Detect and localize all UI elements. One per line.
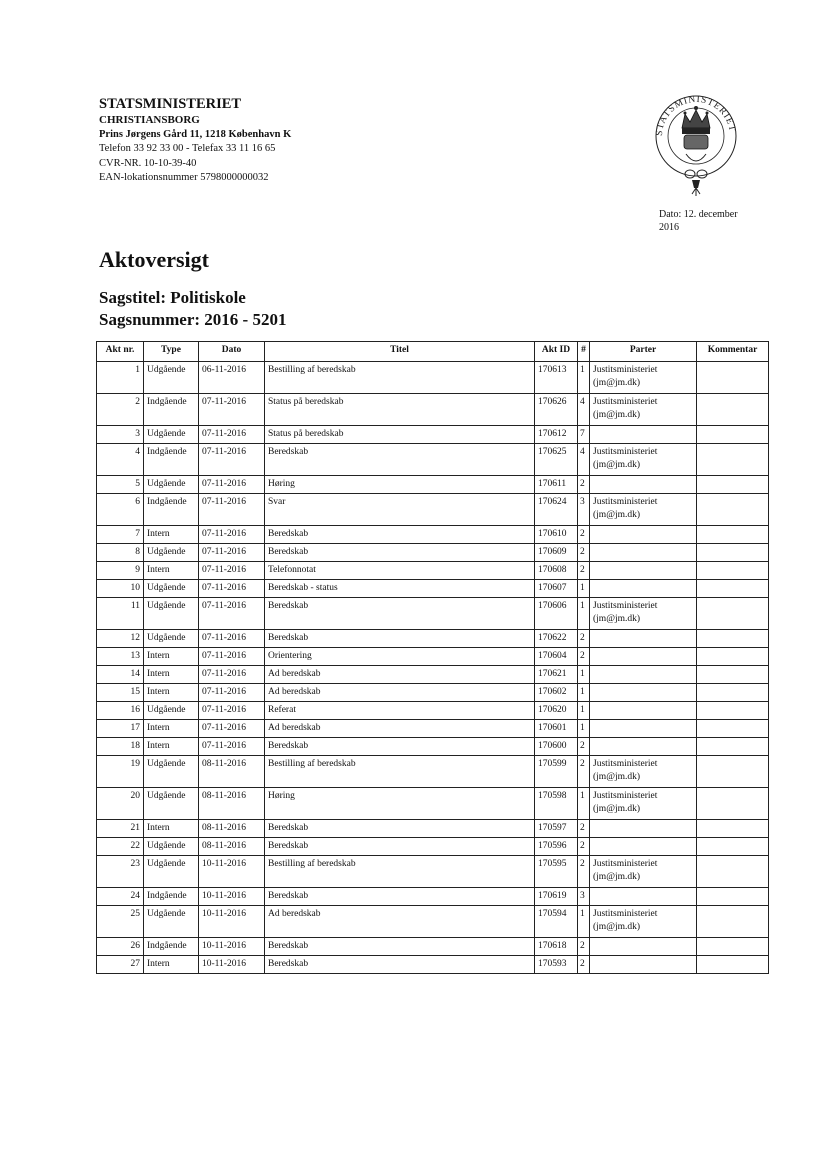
cell-akt-id: 170602: [535, 684, 578, 702]
org-subtitle: CHRISTIANSBORG: [99, 114, 200, 126]
cell-akt-nr: 2: [97, 394, 144, 426]
cell-date: 07-11-2016: [199, 544, 265, 562]
cell-date: 08-11-2016: [199, 838, 265, 856]
cell-date: 07-11-2016: [199, 394, 265, 426]
cell-akt-id: 170625: [535, 444, 578, 476]
cell-comment: [697, 684, 769, 702]
cell-title: Beredskab: [265, 738, 535, 756]
cell-count: 1: [578, 598, 590, 630]
parter-name: Justitsministeriet: [593, 759, 658, 769]
table-row: [97, 362, 769, 394]
cell-comment: [697, 444, 769, 476]
cell-parter: [590, 444, 697, 476]
cell-type: Udgående: [144, 544, 199, 562]
cell-parter: [590, 648, 697, 666]
case-info: [99, 287, 286, 331]
parter-email: (jm@jm.dk): [593, 378, 641, 388]
cell-akt-nr: 18: [97, 738, 144, 756]
cell-parter: [590, 756, 697, 788]
cell-comment: [697, 598, 769, 630]
cell-akt-nr: 6: [97, 494, 144, 526]
table-row: [97, 756, 769, 788]
cell-parter: [590, 476, 697, 494]
cell-parter: [590, 666, 697, 684]
cell-comment: [697, 544, 769, 562]
case-number: Sagsnummer: 2016 - 5201: [99, 310, 287, 329]
cell-type: Indgående: [144, 494, 199, 526]
cell-akt-id: 170612: [535, 426, 578, 444]
table-row: [97, 938, 769, 956]
cell-akt-id: 170607: [535, 580, 578, 598]
cell-date: 08-11-2016: [199, 756, 265, 788]
table-row: [97, 838, 769, 856]
cell-akt-id: 170621: [535, 666, 578, 684]
cell-akt-id: 170601: [535, 720, 578, 738]
table-row: [97, 426, 769, 444]
cell-title: Beredskab: [265, 444, 535, 476]
cell-comment: [697, 562, 769, 580]
cell-type: Udgående: [144, 788, 199, 820]
cell-type: Udgående: [144, 580, 199, 598]
cell-parter: [590, 788, 697, 820]
col-header-date: Dato: [199, 342, 265, 362]
cell-comment: [697, 738, 769, 756]
cell-parter: [590, 598, 697, 630]
cell-count: 2: [578, 738, 590, 756]
cell-akt-id: 170613: [535, 362, 578, 394]
cell-comment: [697, 362, 769, 394]
cell-akt-id: 170596: [535, 838, 578, 856]
cell-type: Udgående: [144, 476, 199, 494]
cell-type: Indgående: [144, 888, 199, 906]
cell-akt-id: 170606: [535, 598, 578, 630]
cell-count: 2: [578, 938, 590, 956]
cell-count: 2: [578, 562, 590, 580]
parter-name: Justitsministeriet: [593, 447, 658, 457]
document-date: [659, 208, 769, 234]
cell-parter: [590, 956, 697, 974]
cell-parter: [590, 856, 697, 888]
cell-count: 1: [578, 666, 590, 684]
cell-title: Bestilling af beredskab: [265, 362, 535, 394]
cell-type: Intern: [144, 738, 199, 756]
cell-count: 1: [578, 362, 590, 394]
cell-comment: [697, 494, 769, 526]
cell-count: 2: [578, 648, 590, 666]
cell-parter: [590, 702, 697, 720]
table-row: [97, 788, 769, 820]
cell-akt-id: 170611: [535, 476, 578, 494]
cell-akt-nr: 16: [97, 702, 144, 720]
col-header-comment: Kommentar: [697, 342, 769, 362]
cell-title: Høring: [265, 788, 535, 820]
cell-akt-nr: 19: [97, 756, 144, 788]
cell-type: Intern: [144, 820, 199, 838]
cell-akt-nr: 15: [97, 684, 144, 702]
cell-parter: [590, 738, 697, 756]
table-row: [97, 394, 769, 426]
cell-comment: [697, 702, 769, 720]
cell-akt-nr: 10: [97, 580, 144, 598]
table-row: [97, 666, 769, 684]
cell-parter: [590, 526, 697, 544]
cell-date: 07-11-2016: [199, 702, 265, 720]
table-row: [97, 820, 769, 838]
cell-comment: [697, 580, 769, 598]
letterhead: [99, 95, 291, 186]
cell-title: Beredskab - status: [265, 580, 535, 598]
parter-name: Justitsministeriet: [593, 859, 658, 869]
table-row: [97, 888, 769, 906]
cell-count: 3: [578, 888, 590, 906]
cell-count: 2: [578, 956, 590, 974]
cell-type: Intern: [144, 526, 199, 544]
cell-title: Ad beredskab: [265, 720, 535, 738]
cell-count: 1: [578, 702, 590, 720]
cell-akt-id: 170626: [535, 394, 578, 426]
cell-title: Bestilling af beredskab: [265, 756, 535, 788]
cell-date: 07-11-2016: [199, 630, 265, 648]
cell-akt-nr: 24: [97, 888, 144, 906]
cell-date: 07-11-2016: [199, 494, 265, 526]
cell-date: 07-11-2016: [199, 476, 265, 494]
cell-akt-id: 170599: [535, 756, 578, 788]
cell-akt-nr: 25: [97, 906, 144, 938]
cell-akt-id: 170604: [535, 648, 578, 666]
cell-comment: [697, 756, 769, 788]
cell-title: Beredskab: [265, 838, 535, 856]
cell-akt-nr: 12: [97, 630, 144, 648]
date-line-1: Dato: 12. december: [659, 209, 738, 220]
cell-akt-nr: 4: [97, 444, 144, 476]
table-row: [97, 720, 769, 738]
cell-date: 06-11-2016: [199, 362, 265, 394]
cell-title: Status på beredskab: [265, 426, 535, 444]
cell-akt-id: 170618: [535, 938, 578, 956]
cell-comment: [697, 788, 769, 820]
cell-parter: [590, 362, 697, 394]
records-table-wrapper: [96, 341, 768, 974]
cell-title: Beredskab: [265, 938, 535, 956]
cell-date: 07-11-2016: [199, 684, 265, 702]
cell-date: 10-11-2016: [199, 938, 265, 956]
cell-akt-nr: 8: [97, 544, 144, 562]
cell-title: Beredskab: [265, 888, 535, 906]
cell-count: 1: [578, 580, 590, 598]
cell-akt-nr: 22: [97, 838, 144, 856]
cell-title: Telefonnotat: [265, 562, 535, 580]
cell-count: 4: [578, 394, 590, 426]
parter-email: (jm@jm.dk): [593, 614, 641, 624]
cell-parter: [590, 544, 697, 562]
cell-title: Beredskab: [265, 544, 535, 562]
cell-comment: [697, 666, 769, 684]
cell-type: Udgående: [144, 630, 199, 648]
cell-count: 2: [578, 630, 590, 648]
cell-akt-nr: 21: [97, 820, 144, 838]
cell-akt-id: 170622: [535, 630, 578, 648]
table-row: [97, 444, 769, 476]
date-line-2: 2016: [659, 222, 679, 233]
crown-seal-icon: [652, 88, 740, 198]
cell-comment: [697, 820, 769, 838]
cell-akt-nr: 3: [97, 426, 144, 444]
cell-parter: [590, 820, 697, 838]
cell-type: Udgående: [144, 856, 199, 888]
cell-count: 2: [578, 756, 590, 788]
cell-count: 3: [578, 494, 590, 526]
cell-parter: [590, 630, 697, 648]
cell-comment: [697, 394, 769, 426]
cell-akt-id: 170595: [535, 856, 578, 888]
cell-parter: [590, 426, 697, 444]
col-header-akt-nr: Akt nr.: [97, 342, 144, 362]
parter-email: (jm@jm.dk): [593, 772, 641, 782]
col-header-type: Type: [144, 342, 199, 362]
document-title: Aktoversigt: [99, 247, 209, 272]
cell-akt-nr: 5: [97, 476, 144, 494]
cell-title: Høring: [265, 476, 535, 494]
cell-title: Svar: [265, 494, 535, 526]
cell-count: 1: [578, 788, 590, 820]
cell-comment: [697, 630, 769, 648]
cell-parter: [590, 938, 697, 956]
table-row: [97, 580, 769, 598]
cell-date: 07-11-2016: [199, 720, 265, 738]
cell-type: Indgående: [144, 394, 199, 426]
table-body: [97, 362, 769, 974]
cell-comment: [697, 856, 769, 888]
cell-parter: [590, 838, 697, 856]
cell-date: 07-11-2016: [199, 598, 265, 630]
cell-count: 2: [578, 838, 590, 856]
cell-akt-nr: 9: [97, 562, 144, 580]
cell-comment: [697, 648, 769, 666]
cell-type: Udgående: [144, 426, 199, 444]
cell-comment: [697, 888, 769, 906]
cell-akt-nr: 13: [97, 648, 144, 666]
cell-title: Status på beredskab: [265, 394, 535, 426]
cell-title: Ad beredskab: [265, 684, 535, 702]
parter-name: Justitsministeriet: [593, 791, 658, 801]
cell-akt-nr: 27: [97, 956, 144, 974]
table-row: [97, 598, 769, 630]
cell-parter: [590, 394, 697, 426]
cell-type: Intern: [144, 720, 199, 738]
cell-comment: [697, 938, 769, 956]
cell-type: Udgående: [144, 702, 199, 720]
cell-akt-id: 170620: [535, 702, 578, 720]
parter-name: Justitsministeriet: [593, 365, 658, 375]
cell-akt-nr: 7: [97, 526, 144, 544]
parter-email: (jm@jm.dk): [593, 460, 641, 470]
org-cvr: CVR-NR. 10-10-39-40: [99, 157, 197, 169]
cell-title: Bestilling af beredskab: [265, 856, 535, 888]
table-row: [97, 562, 769, 580]
cell-comment: [697, 906, 769, 938]
cell-title: Beredskab: [265, 526, 535, 544]
cell-count: 1: [578, 684, 590, 702]
cell-title: Orientering: [265, 648, 535, 666]
parter-email: (jm@jm.dk): [593, 510, 641, 520]
cell-akt-id: 170609: [535, 544, 578, 562]
cell-akt-nr: 11: [97, 598, 144, 630]
seal-text: STATSMINISTERIET: [654, 94, 737, 137]
cell-type: Udgående: [144, 362, 199, 394]
cell-date: 10-11-2016: [199, 906, 265, 938]
cell-count: 2: [578, 820, 590, 838]
cell-parter: [590, 494, 697, 526]
table-row: [97, 906, 769, 938]
org-address: Prins Jørgens Gård 11, 1218 København K: [99, 128, 292, 140]
table-row: [97, 856, 769, 888]
cell-type: Udgående: [144, 598, 199, 630]
cell-parter: [590, 906, 697, 938]
org-ean: EAN-lokationsnummer 5798000000032: [99, 172, 269, 183]
cell-type: Udgående: [144, 838, 199, 856]
table-row: [97, 630, 769, 648]
cell-akt-nr: 26: [97, 938, 144, 956]
cell-date: 07-11-2016: [199, 648, 265, 666]
cell-date: 08-11-2016: [199, 788, 265, 820]
cell-akt-id: 170610: [535, 526, 578, 544]
col-header-akt-id: Akt ID: [535, 342, 578, 362]
parter-email: (jm@jm.dk): [593, 410, 641, 420]
cell-type: Intern: [144, 666, 199, 684]
cell-date: 08-11-2016: [199, 820, 265, 838]
cell-date: 10-11-2016: [199, 856, 265, 888]
table-row: [97, 476, 769, 494]
cell-type: Indgående: [144, 938, 199, 956]
cell-akt-nr: 23: [97, 856, 144, 888]
cell-comment: [697, 476, 769, 494]
cell-date: 10-11-2016: [199, 888, 265, 906]
table-row: [97, 494, 769, 526]
cell-count: 7: [578, 426, 590, 444]
cell-title: Beredskab: [265, 598, 535, 630]
cell-akt-nr: 14: [97, 666, 144, 684]
cell-count: 1: [578, 906, 590, 938]
cell-akt-id: 170594: [535, 906, 578, 938]
cell-type: Intern: [144, 562, 199, 580]
case-title: Sagstitel: Politiskole: [99, 288, 246, 307]
cell-date: 10-11-2016: [199, 956, 265, 974]
cell-title: Beredskab: [265, 956, 535, 974]
cell-parter: [590, 684, 697, 702]
cell-count: 2: [578, 476, 590, 494]
cell-comment: [697, 956, 769, 974]
cell-akt-id: 170608: [535, 562, 578, 580]
cell-parter: [590, 888, 697, 906]
records-table: [96, 341, 769, 974]
cell-date: 07-11-2016: [199, 526, 265, 544]
parter-name: Justitsministeriet: [593, 397, 658, 407]
cell-title: Ad beredskab: [265, 666, 535, 684]
parter-name: Justitsministeriet: [593, 601, 658, 611]
cell-type: Intern: [144, 956, 199, 974]
cell-date: 07-11-2016: [199, 562, 265, 580]
table-header-row: [97, 342, 769, 362]
cell-title: Referat: [265, 702, 535, 720]
cell-comment: [697, 838, 769, 856]
cell-type: Indgående: [144, 444, 199, 476]
cell-date: 07-11-2016: [199, 666, 265, 684]
cell-parter: [590, 580, 697, 598]
cell-akt-nr: 20: [97, 788, 144, 820]
cell-akt-id: 170597: [535, 820, 578, 838]
table-row: [97, 738, 769, 756]
cell-akt-nr: 17: [97, 720, 144, 738]
cell-akt-id: 170593: [535, 956, 578, 974]
org-name: STATSMINISTERIET: [99, 96, 242, 112]
cell-date: 07-11-2016: [199, 444, 265, 476]
cell-title: Beredskab: [265, 630, 535, 648]
table-row: [97, 956, 769, 974]
parter-email: (jm@jm.dk): [593, 804, 641, 814]
table-row: [97, 684, 769, 702]
cell-comment: [697, 426, 769, 444]
cell-type: Intern: [144, 648, 199, 666]
cell-title: Ad beredskab: [265, 906, 535, 938]
parter-email: (jm@jm.dk): [593, 872, 641, 882]
col-header-title: Titel: [265, 342, 535, 362]
cell-comment: [697, 526, 769, 544]
cell-count: 2: [578, 526, 590, 544]
cell-parter: [590, 720, 697, 738]
cell-count: 2: [578, 856, 590, 888]
parter-name: Justitsministeriet: [593, 497, 658, 507]
col-header-count: #: [578, 342, 590, 362]
cell-type: Udgående: [144, 906, 199, 938]
cell-type: Intern: [144, 684, 199, 702]
cell-akt-id: 170600: [535, 738, 578, 756]
cell-akt-nr: 1: [97, 362, 144, 394]
parter-email: (jm@jm.dk): [593, 922, 641, 932]
cell-akt-id: 170619: [535, 888, 578, 906]
cell-akt-id: 170624: [535, 494, 578, 526]
table-row: [97, 526, 769, 544]
cell-comment: [697, 720, 769, 738]
cell-parter: [590, 562, 697, 580]
cell-count: 2: [578, 544, 590, 562]
cell-title: Beredskab: [265, 820, 535, 838]
cell-type: Udgående: [144, 756, 199, 788]
parter-name: Justitsministeriet: [593, 909, 658, 919]
cell-akt-id: 170598: [535, 788, 578, 820]
cell-date: 07-11-2016: [199, 426, 265, 444]
col-header-parter: Parter: [590, 342, 697, 362]
cell-date: 07-11-2016: [199, 738, 265, 756]
cell-count: 1: [578, 720, 590, 738]
cell-count: 4: [578, 444, 590, 476]
table-row: [97, 544, 769, 562]
org-phone: Telefon 33 92 33 00 - Telefax 33 11 16 65: [99, 143, 276, 154]
cell-date: 07-11-2016: [199, 580, 265, 598]
table-row: [97, 702, 769, 720]
table-row: [97, 648, 769, 666]
